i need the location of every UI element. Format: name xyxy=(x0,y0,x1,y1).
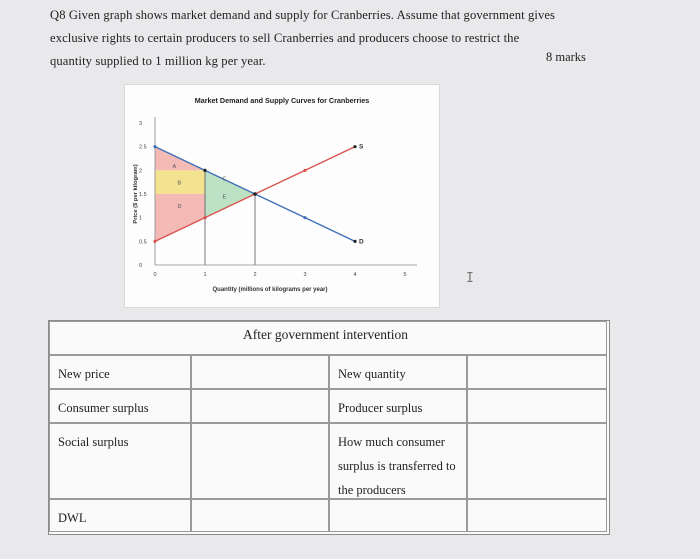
region-label-e: E xyxy=(222,194,227,201)
x-tick-label: 4 xyxy=(353,272,357,278)
supply-point xyxy=(153,240,156,243)
region-d xyxy=(155,194,205,241)
x-tick-label: 2 xyxy=(253,272,257,278)
consumer-surplus-label-cell xyxy=(49,389,191,423)
empty-answer-cell[interactable] xyxy=(467,499,607,532)
region-label-a: A xyxy=(172,163,177,170)
new-price-answer-cell[interactable] xyxy=(191,355,329,389)
new-quantity-label-cell xyxy=(329,355,467,389)
y-tick-label: 0.5 xyxy=(139,239,147,246)
region-label-c: C xyxy=(222,176,227,183)
new-quantity-answer-cell[interactable] xyxy=(467,355,607,389)
social-surplus-answer-cell[interactable] xyxy=(191,423,329,499)
transfer-label: How much consumer surplus is transferred to the producers xyxy=(338,435,456,497)
supply-point xyxy=(353,145,356,148)
y-tick-label: 3 xyxy=(139,121,143,127)
question-line: Q8 Given graph shows market demand and supply for Cranberries. Assume that government gives xyxy=(50,8,556,22)
supply-point xyxy=(303,169,306,172)
x-tick-label: 3 xyxy=(303,272,307,278)
region-label-d: D xyxy=(177,204,182,211)
x-axis-label: Quantity (millions of kilograms per year) xyxy=(212,287,328,293)
transfer-label-cell xyxy=(329,423,467,499)
region-label-b: B xyxy=(177,180,182,187)
demand-point xyxy=(303,216,306,219)
dwl-label: DWL xyxy=(58,511,87,525)
chart-title: Market Demand and Supply Curves for Cranberries xyxy=(194,96,370,105)
social-surplus-label: Social surplus xyxy=(58,435,129,449)
text-cursor-icon: I xyxy=(466,271,474,286)
demand-point xyxy=(353,240,356,243)
transfer-answer-cell[interactable] xyxy=(467,423,607,499)
y-tick-label: 1 xyxy=(139,215,143,222)
social-surplus-label-cell xyxy=(49,423,191,499)
producer-surplus-label-cell xyxy=(329,389,467,423)
dwl-answer-cell[interactable] xyxy=(191,499,329,532)
supply-label: S xyxy=(359,143,364,151)
x-tick-label: 0 xyxy=(153,272,157,278)
dwl-label-cell xyxy=(49,499,191,532)
x-tick-label: 1 xyxy=(203,272,207,278)
empty-label-cell xyxy=(329,499,467,532)
producer-surplus-answer-cell[interactable] xyxy=(467,389,607,423)
demand-point xyxy=(153,145,156,148)
producer-surplus-label: Producer surplus xyxy=(338,401,423,415)
table-title-cell xyxy=(49,321,607,355)
equilibrium-point xyxy=(253,192,257,196)
consumer-surplus-answer-cell[interactable] xyxy=(191,389,329,423)
new-price-label-cell xyxy=(49,355,191,389)
new-price-label: New price xyxy=(58,367,110,381)
table-title: After government intervention xyxy=(243,327,408,342)
x-tick-label: 5 xyxy=(403,272,407,278)
y-axis-label: Price ($ per kilogram) xyxy=(133,164,139,224)
y-tick-label: 0 xyxy=(139,263,143,269)
supply-point xyxy=(203,216,206,219)
question-line: exclusive rights to certain producers to sell Cranberries and producers choose to restrict the xyxy=(50,31,520,45)
supply-demand-chart xyxy=(124,84,440,308)
y-tick-label: 2.5 xyxy=(139,144,147,151)
y-tick-label: 2 xyxy=(139,168,143,175)
new-quantity-label: New quantity xyxy=(338,367,406,381)
monopoly-price-point xyxy=(203,169,206,172)
chart-svg xyxy=(125,85,439,307)
demand-label: D xyxy=(359,238,364,246)
consumer-surplus-label: Consumer surplus xyxy=(58,401,149,415)
marks-label: 8 marks xyxy=(546,50,586,64)
answer-table xyxy=(48,320,610,535)
y-tick-label: 1.5 xyxy=(139,192,147,198)
question-line: quantity supplied to 1 million kg per year. xyxy=(50,54,266,68)
question-text xyxy=(50,4,630,73)
